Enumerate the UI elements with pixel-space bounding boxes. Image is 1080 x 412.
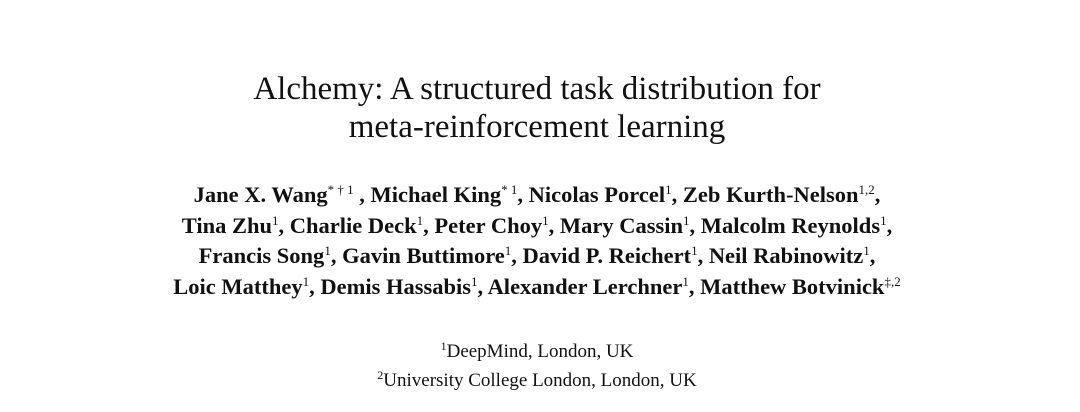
- author-separator: ,: [278, 212, 290, 238]
- author-separator: ,: [330, 243, 343, 268]
- author-name: Demis Hassabis: [320, 273, 472, 299]
- author-separator: ,: [477, 273, 488, 299]
- author-name: David P. Reichert: [522, 243, 692, 268]
- author-affiliation-marker: 1: [863, 243, 870, 258]
- author-separator: ,: [353, 182, 371, 207]
- author-affiliation-marker: 1: [691, 243, 698, 258]
- affiliation-list: [0, 337, 1074, 395]
- author-separator: ,: [869, 243, 876, 268]
- author-name: Francis Song: [198, 243, 325, 268]
- author-affiliation-marker: 1: [504, 243, 512, 258]
- author-separator: ,: [886, 212, 893, 238]
- author-affiliation-marker: 1: [880, 212, 887, 228]
- author-name: Loic Matthey: [173, 273, 303, 299]
- author-line: [0, 241, 1074, 272]
- title-line-2: meta-reinforcement learning: [348, 109, 726, 145]
- author-affiliation-marker: 1: [471, 273, 478, 289]
- author-affiliation-marker: 1: [682, 212, 690, 228]
- author-separator: ,: [697, 243, 709, 268]
- author-name: Michael King: [370, 182, 502, 207]
- affiliation-marker: 1: [440, 339, 447, 353]
- author-name: Nicolas Porcel: [528, 182, 666, 207]
- affiliation: [0, 366, 1074, 395]
- author-affiliation-marker: 1: [324, 243, 331, 258]
- affiliation-text: DeepMind, London, UK: [446, 341, 634, 362]
- author-name: Charlie Deck: [289, 212, 417, 238]
- author-name: Peter Choy: [434, 212, 543, 238]
- author-affiliation-marker: 1: [272, 212, 279, 228]
- author-affiliation-marker: * 1: [501, 182, 518, 197]
- author-line: [0, 272, 1074, 303]
- author-separator: ,: [548, 212, 560, 238]
- author-separator: ,: [689, 212, 701, 238]
- affiliation: [0, 337, 1074, 366]
- affiliation-text: University College London, London, UK: [383, 370, 697, 391]
- author-affiliation-marker: 1: [682, 273, 689, 289]
- author-name: Zeb Kurth-Nelson: [682, 182, 859, 207]
- author-affiliation-marker: ‡,2: [884, 273, 901, 289]
- author-affiliation-marker: 1: [665, 182, 672, 197]
- author-separator: ,: [671, 182, 683, 207]
- author-separator: ,: [874, 182, 881, 207]
- author-affiliation-marker: 1: [302, 273, 310, 289]
- paper-title: [0, 70, 1074, 146]
- author-name: Mary Cassin: [559, 212, 683, 238]
- author-separator: ,: [423, 212, 435, 238]
- author-name: Jane X. Wang: [193, 182, 328, 207]
- author-name: Alexander Lerchner: [487, 273, 683, 299]
- author-line: [0, 180, 1074, 211]
- affiliation-marker: 2: [377, 368, 384, 382]
- title-line-1: Alchemy: A structured task distribution for: [253, 71, 821, 107]
- author-separator: ,: [511, 243, 523, 268]
- author-name: Matthew Botvinick: [700, 273, 885, 299]
- author-affiliation-marker: * † 1: [327, 182, 354, 197]
- author-name: Gavin Buttimore: [342, 243, 505, 268]
- author-affiliation-marker: 1,2: [858, 182, 875, 197]
- author-list: [0, 180, 1074, 302]
- author-affiliation-marker: 1: [542, 212, 549, 228]
- author-name: Neil Rabinowitz: [708, 243, 864, 268]
- author-separator: ,: [517, 182, 529, 207]
- author-line: [0, 211, 1074, 242]
- author-name: Malcolm Reynolds: [700, 212, 881, 238]
- author-separator: ,: [309, 273, 321, 299]
- author-separator: ,: [688, 273, 701, 299]
- author-name: Tina Zhu: [181, 212, 273, 238]
- author-affiliation-marker: 1: [416, 212, 424, 228]
